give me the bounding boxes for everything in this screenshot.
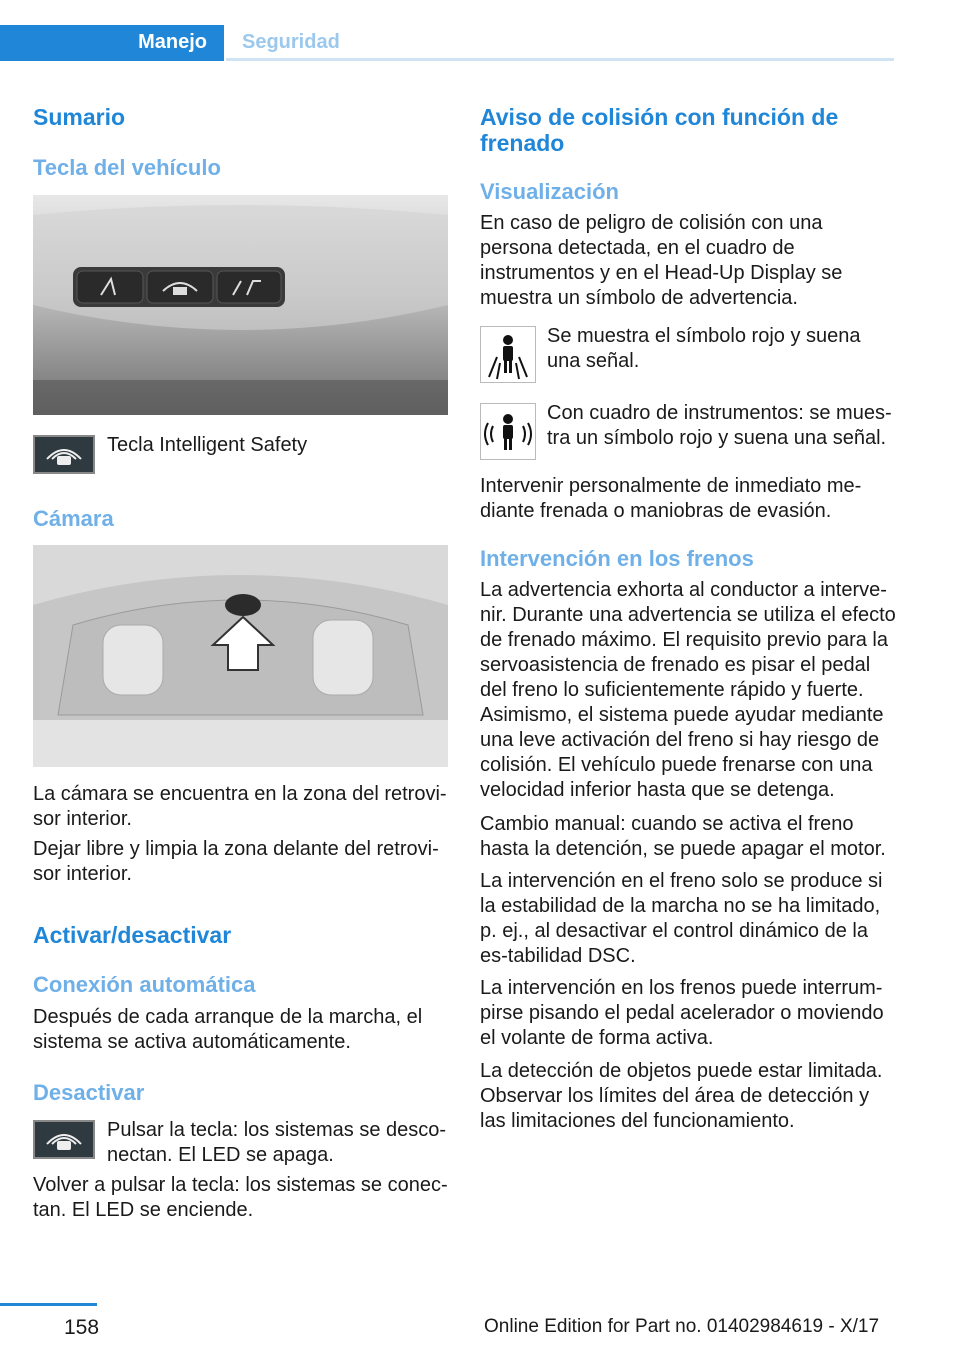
symbol-2-text: Con cuadro de instrumentos: se mues-tra un símbolo rojo y suena una señal. — [547, 402, 892, 449]
tab-seguridad-label: Seguridad — [242, 31, 340, 53]
intervencion-paragraph-4: La intervención en los frenos puede interrum-pirse pisando el pedal acelerador o moviendo el volante de forma activa. — [480, 977, 884, 1049]
tab-manejo[interactable] — [0, 25, 224, 61]
intervencion-paragraph-1: La advertencia exhorta al conductor a interve-nir. Durante una advertencia se utiliza el efecto de frenado máximo. El requisito previo para la servoasistencia de frenado es pisar el pedal del freno lo suficientemente rápido y fuerte. Asimismo, el sistema puede ayudar mediante una leve activación del freno si hay riesgo de colisión. El vehículo puede frenarse con una velocidad inferior hasta que se detenga. — [480, 579, 896, 801]
pedestrian-sound-warning-icon — [480, 403, 536, 460]
heading-sumario: Sumario — [33, 104, 126, 130]
heading-camara: Cámara — [33, 506, 114, 531]
camara-paragraph-2: Dejar libre y limpia la zona delante del retrovi-sor interior. — [33, 838, 439, 885]
intelligent-safety-button-icon — [33, 435, 95, 474]
intervencion-paragraph-5: La detección de objetos puede estar limitada. Observar los límites del área de detección y las limitaciones del funcionamiento. — [480, 1060, 883, 1132]
volver-paragraph: Volver a pulsar la tecla: los sistemas se conec-tan. El LED se enciende. — [33, 1174, 448, 1221]
intervenir-paragraph: Intervenir personalmente de inmediato me-diante frenada o maniobras de evasión. — [480, 475, 862, 522]
page-number: 158 — [64, 1316, 100, 1339]
footer-accent-line — [0, 1303, 97, 1306]
symbol-1-text: Se muestra el símbolo rojo y suena una señal. — [547, 325, 861, 372]
heading-desactivar: Desactivar — [33, 1080, 145, 1105]
button-panel-photo — [33, 195, 448, 415]
footer-edition: Online Edition for Part no. 01402984619 - X/17 — [484, 1316, 880, 1337]
intervencion-paragraph-2: Cambio manual: cuando se activa el freno hasta la detención, se puede apagar el motor. — [480, 813, 886, 860]
tab-seguridad[interactable] — [226, 25, 894, 61]
camera-photo — [33, 545, 448, 767]
heading-activar-desactivar: Activar/desactivar — [33, 922, 232, 948]
camara-paragraph-1: La cámara se encuentra en la zona del retrovi-sor interior. — [33, 783, 447, 830]
conexion-paragraph: Después de cada arranque de la marcha, el sistema se activa automáticamente. — [33, 1006, 423, 1053]
heading-conexion-automatica: Conexión automática — [33, 972, 256, 997]
visualizacion-paragraph: En caso de peligro de colisión con una persona detectada, en el cuadro de instrumentos y en el Head-Up Display se muestra un símbolo de advertencia. — [480, 212, 843, 309]
heading-aviso-colision: Aviso de colisión con función de frenado — [480, 104, 839, 156]
intervencion-paragraph-3: La intervención en el freno solo se produce si la estabilidad de la marcha no se ha limitado, p. ej., al desactivar el control dinámico de la es-tabilidad DSC. — [480, 870, 883, 967]
heading-tecla-vehiculo: Tecla del vehículo — [33, 155, 221, 180]
intelligent-safety-button-icon — [33, 1120, 95, 1159]
heading-intervencion-frenos: Intervención en los frenos — [480, 546, 754, 571]
tab-manejo-label: Manejo — [138, 31, 207, 53]
heading-visualizacion: Visualización — [480, 179, 619, 204]
desactivar-paragraph: Pulsar la tecla: los sistemas se desco-nectan. El LED se apaga. — [107, 1119, 447, 1166]
tecla-caption: Tecla Intelligent Safety — [107, 434, 308, 456]
pedestrian-warning-icon — [480, 326, 536, 383]
